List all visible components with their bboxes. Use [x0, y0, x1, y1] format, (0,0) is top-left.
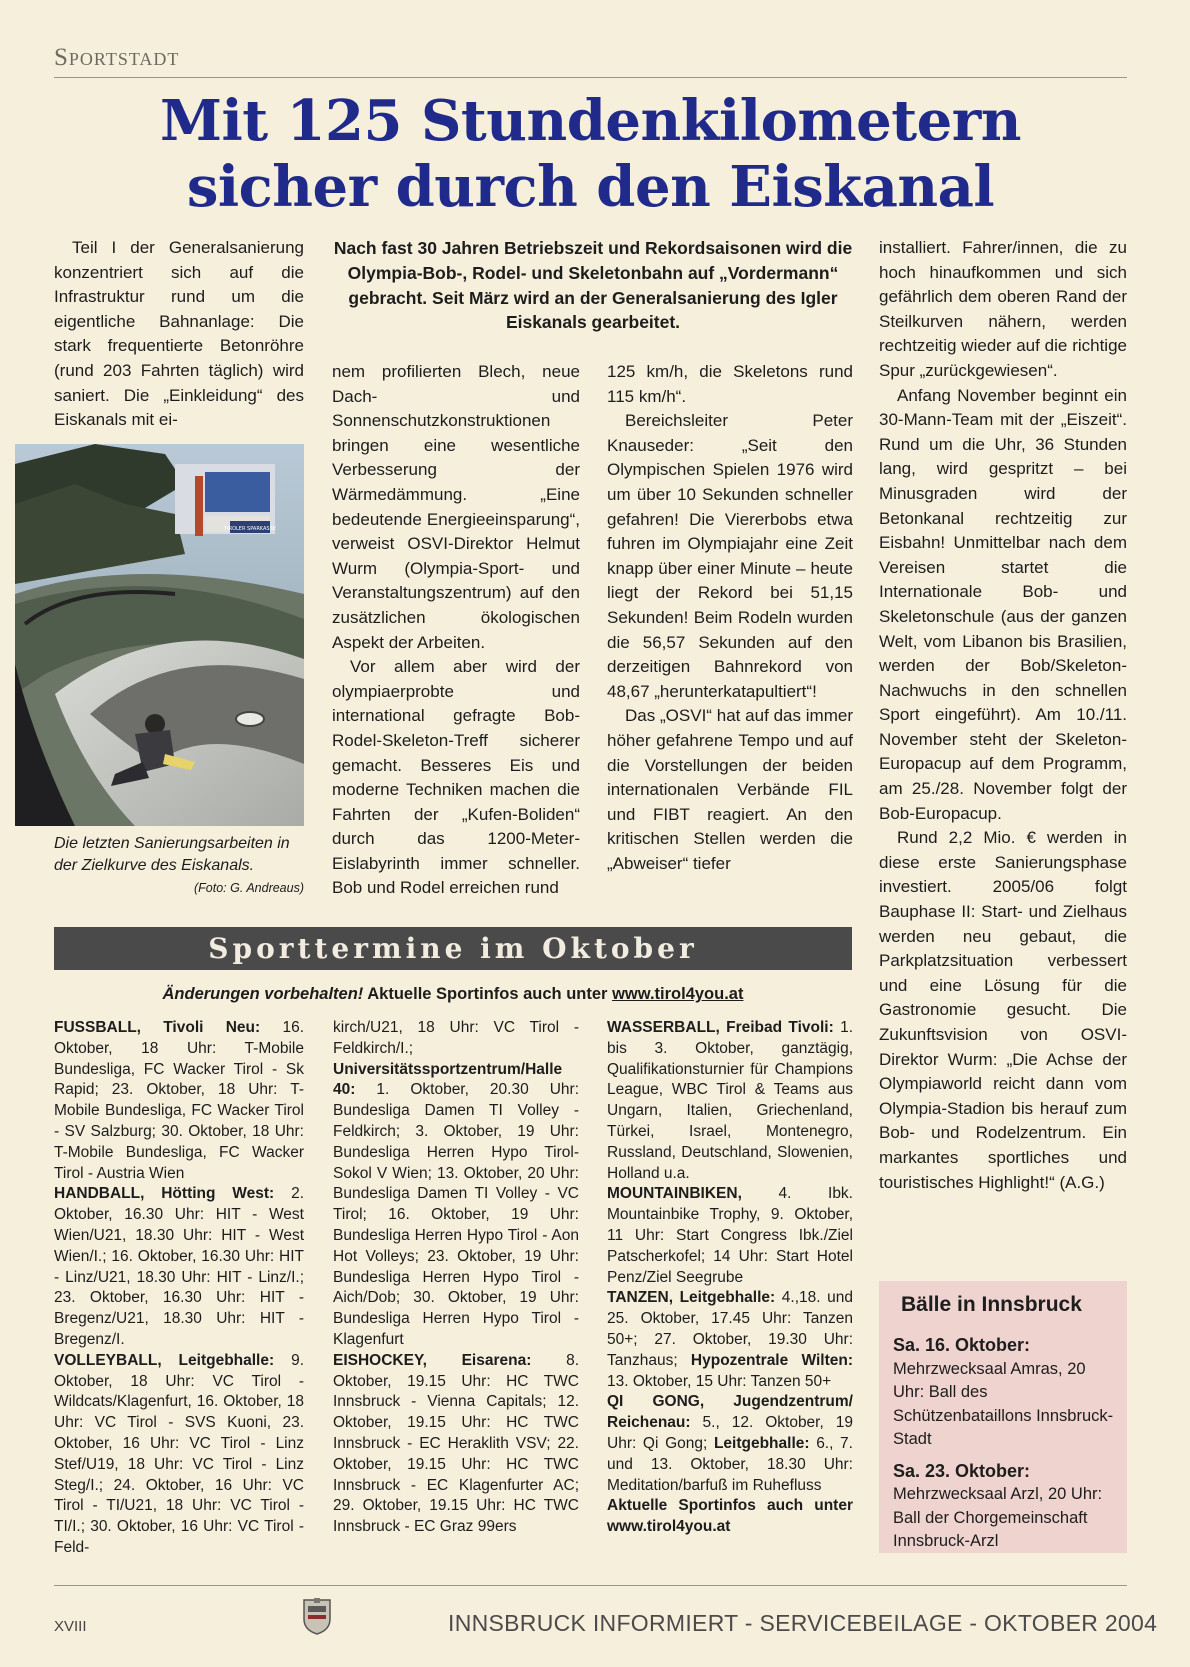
event-entry: [54, 1018, 304, 1184]
ball-text-1: Mehrzwecksaal Amras, 20 Uhr: Ball des Schützenbataillons Innsbruck-Stadt: [893, 1359, 1114, 1448]
ball-text-2: Mehrzwecksaal Arzl, 20 Uhr: Ball der Chorgemeinschaft Innsbruck-Arzl: [893, 1485, 1103, 1550]
col4-paragraph-2: Anfang November beginnt ein 30-Mann-Team mit der „Eiszeit“. Rund um die Uhr, 36 Stunden lang, wird gespritzt – bei Minusgraden wird der Betonkanal rechtzeitig zur Eisbahn! Unmittelbar nach dem Vereisen startet die Internationale Bob- und Skeletonschule (aus der ganzen Welt, vom Libanon bis Brasilien, werden der Bob/Skeleton-Nachwuchs in den schnellen Sport eingeführt). Am 10./11. November steht der Skeleton-Europacup auf dem Programm, am 25./28. November folgt der Bob-Europacup.: [879, 385, 1127, 823]
baelle-body: [893, 1334, 1115, 1554]
event-heading: WASSERBALL, Freibad Tivoli:: [607, 1019, 834, 1036]
ball-date-2: Sa. 23. Oktober:: [893, 1460, 1031, 1481]
event-text: 6., 7. und 13. Oktober, 18.30 Uhr: Meditation/barfuß im Ruhefluss: [607, 1434, 853, 1494]
note-italic: Änderungen vorbehalten!: [162, 985, 364, 1003]
bottom-rule: [54, 1585, 1127, 1586]
baelle-box: [879, 1281, 1127, 1553]
event-text: 16. Oktober, 18 Uhr: T-Mobile Bundesliga, FC Wacker Tirol - Sk Rapid; 23. Oktober, 18 Uhr: T-Mobile Bundesliga, FC Wacker Tirol - SV Salzburg; 30. Oktober, 18 Uhr: T-Mobile Bundesliga, FC Wacker Tirol - Austria Wien: [54, 1019, 304, 1182]
bobsled-track-photo: [15, 444, 304, 826]
event-heading: Universitätssportzentrum/Halle 40:: [333, 1060, 563, 1099]
event-text: 9. Oktober, 18 Uhr: VC Tirol - Wildcats/Klagenfurt, 16. Oktober, 18 Uhr: VC Tirol - SVS Kuoni, 23. Oktober, 16 Uhr: VC Tirol - Linz Stef/U19, 18 Uhr: VC Tirol - Linz Steg/I.; 24. Oktober, 16 Uhr: VC Tirol - TI/U21, 18 Uhr: VC Tirol - TI/I.; 30. Oktober, 16 Uhr: VC Tirol - Feld-: [54, 1351, 304, 1556]
col2-paragraph-2: Vor allem aber wird der olympiaerprobte und international gefragte Bob-Rodel-Skeleton-Treff sicherer gemacht. Besseres Eis und moderne Techniken machen die Fahrten der „Kufen-Boliden“ durch das 1200-Meter-Eislabyrinth immer schneller. Bob und Rodel erreichen rund: [332, 657, 580, 898]
event-text: 1. bis 3. Oktober, ganztägig, Qualifikationsturnier für Champions League, WBC Tirol & Teams aus Ungarn, Italien, Griechenland, Türkei, Israel, Montenegro, Russland, Deutschland, Slowenien, Holland u.a.: [607, 1019, 853, 1182]
event-entry: [54, 1351, 304, 1559]
event-text: 2. Oktober, 16.30 Uhr: HIT - West Wien/U21, 18.30 Uhr: HIT - West Wien/I.; 16. Oktober, 16.30 Uhr: HIT - Linz/U21, 18.30 Uhr: HIT - Linz/I.; 23. Oktober, 16.30 Uhr: HIT - Bregenz/U21, 18.30 Uhr: HIT - Bregenz/I.: [54, 1185, 304, 1348]
col3-paragraph-3: Das „OSVI“ hat auf das immer höher gefahrene Tempo und auf die Vorstellungen der beiden internationalen Verbände FIL und FIBT reagiert. An den kritischen Stellen werden die „Abweiser“ tiefer: [607, 706, 853, 873]
photo-sign-text: TIROLER SPARKASSE: [224, 526, 276, 532]
event-heading: MOUNTAINBIKEN,: [607, 1185, 742, 1203]
event-heading: TANZEN, Leitgebhalle:: [607, 1289, 776, 1307]
events-column-2: [333, 1018, 579, 1538]
col4-paragraph-3: Rund 2,2 Mio. € werden in diese erste Sanierungsphase investiert. 2005/06 folgt Bauphase II: Start- und Zielhaus werden neu gebaut, die Parkplatzsituation verbessert und eine Lösung für die Gastronomie gesucht. Die Zukunftsvision von OSVI-Direktor Wurm: „Die Achse der Olympiaworld reicht dann vom Olympia-Stadion bis herauf zum Bob- und Rodelzentrum. Ein markantes sportliches und touristisches Highlight!“ (A.G.): [879, 828, 1127, 1192]
headline: [54, 88, 1127, 220]
photo-caption: Die letzten Sanierungsarbeiten in der Zielkurve des Eiskanals.: [54, 835, 290, 874]
sporttermine-banner: Sporttermine im Oktober: [54, 927, 852, 970]
section-label: Sportstadt: [54, 44, 180, 71]
event-entry: [607, 1018, 853, 1184]
event-heading: QI GONG, Jugendzentrum/ Reichenau:: [607, 1393, 853, 1432]
col4-paragraph-1: installiert. Fahrer/innen, die zu hoch hinaufkommen und sich gefährlich dem oberen Rand der Steilkurven nähern, werden rechtzeitig wieder auf die richtige Spur „zurückgewiesen“.: [879, 238, 1127, 380]
headline-line-1: Mit 125 Stundenkilometern: [159, 88, 1022, 154]
column-3: [607, 360, 853, 876]
column-1: [54, 236, 304, 433]
event-entry: [333, 1018, 579, 1351]
col3-paragraph-1: 125 km/h, die Skeletons rund 115 km/h“.: [607, 362, 853, 406]
ball-date-1: Sa. 16. Oktober:: [893, 1335, 1031, 1355]
events-column-1: [54, 1018, 304, 1559]
page-number: XVIII: [54, 1618, 87, 1635]
event-text: 4. Ibk. Mountainbike Trophy, 9. Oktober, 11 Uhr: Start Congress Ibk./Ziel Patscherkofel; 14 Uhr: Start Hotel Penz/Ziel Seegrube: [607, 1185, 853, 1286]
event-entry: [333, 1351, 579, 1538]
photo-illustration: [15, 444, 304, 826]
col1-paragraph: Teil I der Generalsanierung konzentriert sich auf die Infrastruktur rund um die eigentliche Bahnanlage: Die stark frequentierte Betonröhre (rund 203 Fahrten täglich) wird saniert. Die „Einkleidung“ des Eiskanals mit ei-: [54, 238, 304, 430]
innsbruck-crest-icon: [302, 1597, 332, 1635]
note-rest: Aktuelle Sportinfos auch unter: [367, 985, 608, 1003]
event-text: 5., 12. Oktober, 19 Uhr: Qi Gong;: [607, 1414, 853, 1452]
baelle-title: Bälle in Innsbruck: [901, 1293, 1082, 1316]
lead-paragraph: Nach fast 30 Jahren Betriebszeit und Rekordsaisonen wird die Olympia-Bob-, Rodel- und Skeletonbahn auf „Vordermann“ gebracht. Seit März wird an der Generalsanierung des Igler Eiskanals gearbeitet.: [333, 238, 853, 333]
column-4: [879, 236, 1127, 1195]
event-entry: [607, 1496, 853, 1538]
event-entry: [607, 1184, 853, 1288]
col3-paragraph-2: Bereichsleiter Peter Knauseder: „Seit den Olympischen Spielen 1976 wird um über 10 Sekunden schneller gefahren! Die Viererbobs etwa fuhren im Olympiajahr eine Zeit knapp über einer Minute – heute liegt der Rekord bei 51,15 Sekunden! Beim Rodeln wurden die 56,57 Sekunden auf den derzeitigen Bahnrekord von 48,67 „herunterkatapultiert“!: [607, 411, 853, 701]
events-column-3: [607, 1018, 853, 1538]
top-rule: [54, 77, 1127, 78]
event-heading: FUSSBALL, Tivoli Neu:: [54, 1019, 261, 1036]
tirol4you-link[interactable]: www.tirol4you.at: [612, 985, 744, 1003]
event-heading: HANDBALL, Hötting West:: [54, 1185, 275, 1203]
event-text: 8. Oktober, 19.15 Uhr: HC TWC Innsbruck - Vienna Capitals; 12. Oktober, 19.15 Uhr: HC TWC Innsbruck - EC Heraklith VSV; 22. Oktober, 19.15 Uhr: HC TWC Innsbruck - EC Klagenfurter AC; 29. Oktober, 19.15 Uhr: HC TWC Innsbruck - EC Graz 99ers: [333, 1351, 579, 1536]
headline-line-2: sicher durch den Eiskanal: [186, 154, 995, 220]
event-text: 13. Oktober, 15 Uhr: Tanzen 50+: [607, 1372, 832, 1390]
event-entry: [54, 1184, 304, 1350]
event-text: 4.,18. und 25. Oktober, 17.45 Uhr: Tanzen 50+; 27. Oktober, 19.30 Uhr: Tanzhaus;: [607, 1289, 853, 1369]
publication-footer: INNSBRUCK INFORMIERT - SERVICEBEILAGE - OKTOBER 2004: [448, 1610, 1158, 1636]
event-heading: Leitgebhalle:: [713, 1434, 810, 1452]
photo-credit: (Foto: G. Andreaus): [194, 881, 304, 895]
column-2: [332, 360, 580, 901]
event-entry: [607, 1288, 853, 1392]
col2-paragraph-1: nem profilierten Blech, neue Dach- und Sonnenschutzkonstruktionen bringen eine wesentliche Verbesserung der Wärmedämmung. „Eine bedeutende Energieeinsparung“, verweist OSVI-Direktor Helmut Wurm (Olympia-Sport- und Veranstaltungszentrum) auf den zusätzlichen ökologischen Aspekt der Arbeiten.: [332, 362, 580, 652]
sporttermine-note: [54, 985, 852, 1004]
event-heading: VOLLEYBALL, Leitgebhalle:: [54, 1351, 275, 1369]
event-heading: EISHOCKEY, Eisarena:: [333, 1351, 532, 1369]
event-entry: [607, 1392, 853, 1496]
event-text: 1. Oktober, 20.30 Uhr: Bundesliga Damen TI Volley - Feldkirch; 3. Oktober, 19 Uhr: Bundesliga Herren Hypo Tirol- Sokol V Wien; 13. Oktober, 20 Uhr: Bundesliga Damen TI Volley - VC Tirol; 16. Oktober, 19 Uhr: Bundesliga Herren Hypo Tirol - Aon Hot Volleys; 23. Oktober, 19 Uhr: Bundesliga Herren Hypo Tirol - Aich/Dob; 30. Oktober, 19 Uhr: Bundesliga Herren Hypo Tirol - Klagenfurt: [333, 1081, 579, 1348]
event-heading: Aktuelle Sportinfos auch unter www.tirol4you.at: [607, 1497, 853, 1536]
event-heading: Hypozentrale Wilten:: [690, 1351, 853, 1369]
event-text: kirch/U21, 18 Uhr: VC Tirol - Feldkirch/I.;: [333, 1019, 579, 1057]
